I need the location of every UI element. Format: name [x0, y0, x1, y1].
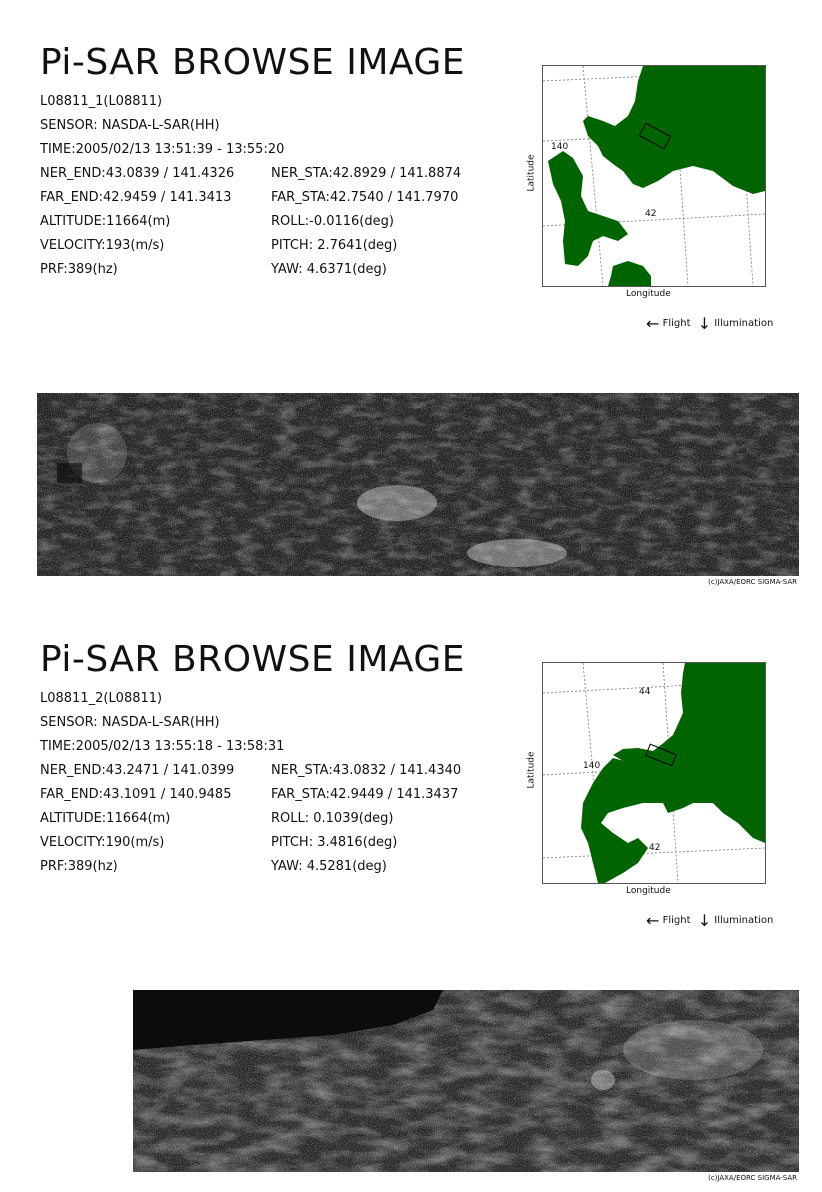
- grid-label: 140: [551, 142, 569, 152]
- far-end: FAR_END:43.1091 / 140.9485: [40, 787, 232, 802]
- copyright-credit: (c)JAXA/EORC SIGMA-SAR: [708, 1174, 797, 1182]
- sar-browse-image: [133, 990, 799, 1172]
- sar-image-graphic: [133, 990, 799, 1172]
- flight-arrow-icon: ←: [646, 911, 660, 930]
- illumination-arrow-icon: ↓: [697, 911, 712, 930]
- grid-label: 140: [583, 761, 601, 771]
- flight-label: Flight: [662, 318, 691, 329]
- prf: PRF:389(hz): [40, 859, 118, 874]
- page-title: Pi-SAR BROWSE IMAGE: [40, 42, 466, 83]
- time: TIME:2005/02/13 13:51:39 - 13:55:20: [40, 142, 285, 157]
- grid-label: 42: [645, 209, 657, 219]
- land-hokkaido: [613, 663, 765, 843]
- prf: PRF:389(hz): [40, 262, 118, 277]
- longitude-axis-label: Longitude: [626, 886, 671, 896]
- illumination-arrow-icon: ↓: [697, 314, 712, 333]
- yaw: YAW: 4.5281(deg): [271, 859, 387, 874]
- direction-legend: [646, 314, 773, 333]
- browse-panel-1: [0, 0, 822, 595]
- ner-sta: NER_STA:43.0832 / 141.4340: [271, 763, 462, 778]
- velocity: VELOCITY:193(m/s): [40, 238, 165, 253]
- pitch: PITCH: 2.7641(deg): [271, 238, 398, 253]
- ner-end: NER_END:43.2471 / 141.0399: [40, 763, 235, 778]
- sar-browse-image: [37, 393, 799, 576]
- direction-legend: [646, 911, 773, 930]
- locator-map-graphic: [543, 66, 765, 286]
- flight-label: Flight: [662, 915, 691, 926]
- ner-sta: NER_STA:42.8929 / 141.8874: [271, 166, 462, 181]
- pitch: PITCH: 3.4816(deg): [271, 835, 398, 850]
- copyright-credit: (c)JAXA/EORC SIGMA-SAR: [708, 578, 797, 586]
- longitude-axis-label: Longitude: [626, 289, 671, 299]
- grid-label: 42: [649, 843, 661, 853]
- far-sta: FAR_STA:42.7540 / 141.7970: [271, 190, 459, 205]
- land-hokkaido: [583, 66, 765, 194]
- altitude: ALTITUDE:11664(m): [40, 214, 171, 229]
- locator-map: [542, 662, 766, 884]
- latitude-axis-label: Latitude: [526, 154, 537, 192]
- roll: ROLL:-0.0116(deg): [271, 214, 394, 229]
- browse-panel-2: [0, 597, 822, 1192]
- grid-label: 44: [639, 687, 651, 697]
- illumination-label: Illumination: [714, 318, 774, 329]
- locator-map: [542, 65, 766, 287]
- flight-arrow-icon: ←: [646, 314, 660, 333]
- scene-id: L08811_2(L08811): [40, 691, 163, 706]
- illumination-label: Illumination: [714, 915, 774, 926]
- scene-id: L08811_1(L08811): [40, 94, 163, 109]
- page-title: Pi-SAR BROWSE IMAGE: [40, 639, 466, 680]
- roll: ROLL: 0.1039(deg): [271, 811, 394, 826]
- sensor: SENSOR: NASDA-L-SAR(HH): [40, 118, 220, 133]
- far-end: FAR_END:42.9459 / 141.3413: [40, 190, 232, 205]
- ner-end: NER_END:43.0839 / 141.4326: [40, 166, 235, 181]
- yaw: YAW: 4.6371(deg): [271, 262, 387, 277]
- time: TIME:2005/02/13 13:55:18 - 13:58:31: [40, 739, 285, 754]
- land-peninsula: [548, 151, 628, 266]
- far-sta: FAR_STA:42.9449 / 141.3437: [271, 787, 459, 802]
- latitude-axis-label: Latitude: [526, 751, 537, 789]
- sensor: SENSOR: NASDA-L-SAR(HH): [40, 715, 220, 730]
- velocity: VELOCITY:190(m/s): [40, 835, 165, 850]
- altitude: ALTITUDE:11664(m): [40, 811, 171, 826]
- land-honshu: [608, 261, 651, 286]
- sar-image-graphic: [37, 393, 799, 576]
